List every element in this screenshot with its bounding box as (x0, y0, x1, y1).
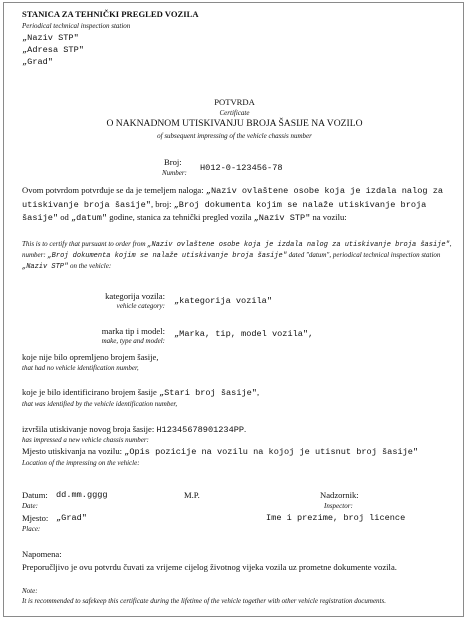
no-id-text: koje nije bilo opremljeno brojem šasije, (22, 352, 159, 362)
note-label-en: Note: (22, 587, 38, 595)
new-chassis-text: izvršila utiskivanje novog broja šasije: H12345678901234PP. (22, 424, 247, 435)
number-label-en: Number: (162, 169, 187, 177)
certificate-page (3, 2, 464, 617)
inspector-name: Ime i prezime, broj licence (266, 513, 406, 523)
category-value: „kategorija vozila" (174, 296, 272, 306)
station-address: „Adresa STP" (22, 45, 84, 55)
place-label-en: Place: (22, 525, 41, 533)
place-label: Mjesto: (22, 513, 49, 523)
place-value: „Grad" (56, 513, 87, 523)
inspector-label-en: Inspector: (324, 502, 353, 510)
new-chassis-text-en: has impressed a new vehicle chassis number: (22, 436, 149, 444)
doc-title-potvrda: POTVRDA (214, 97, 255, 107)
date-label: Datum: (22, 490, 48, 500)
location-text-en: Location of the impressing on the vehicle: (22, 459, 140, 467)
certificate-number: H012-0-123456-78 (200, 163, 283, 173)
make-label: marka tip i model: (101, 326, 165, 336)
category-label-en: vehicle category: (116, 302, 165, 310)
doc-title-certificate: Certificate (219, 109, 250, 117)
station-name: „Naziv STP" (22, 33, 79, 43)
note-text-en: It is recommended to safekeep this certificate during the lifetime of the vehicle together with other vehicle registration documents. (22, 597, 386, 605)
note-label: Napomena: (22, 549, 62, 559)
new-chassis-number: H12345678901234PP (156, 425, 245, 435)
order-issuer: „Naziv ovlaštene osobe koja je izdala nalog za utiskivanje broja šasije" (22, 186, 444, 210)
inspector-label: Nadzornik: (320, 490, 359, 500)
make-value: „Marka, tip, model vozila", (174, 329, 314, 339)
stamp-placeholder: M.P. (184, 490, 200, 500)
old-chassis-number: „Stari broj šasije" (158, 388, 257, 398)
date-value: dd.mm.gggg (56, 490, 108, 500)
category-label: kategorija vozila: (105, 291, 165, 301)
note-text: Preporučljivo je ovu potvrdu čuvati za vrijeme cijelog životnog vijeka vozila uz prometne dokumente vozila. (22, 562, 397, 572)
station-city: „Grad" (22, 57, 53, 67)
doc-main-title: O NAKNADNOM UTISKIVANJU BROJA ŠASIJE NA VOZILO (106, 118, 363, 129)
location-value: „Opis pozicije na vozilu na kojoj je utisnut broj šasije" (124, 447, 419, 457)
station-title: STANICA ZA TEHNIČKI PREGLED VOZILA (22, 9, 199, 19)
station-title-en: Periodical technical inspection station (22, 22, 131, 30)
order-document: „Broj dokumenta kojim se nalaže utiskivanje broja šasije" (22, 199, 427, 223)
statement-text: Ovom potvrdom potvrđuje se da je temeljem naloga: „Naziv ovlaštene osobe koja je izdala nalog za utiskivanje broja šasije", broj: „Broj dokumenta kojim se nalaže utiskivanje broja šasije" od „datum" godine, stanica za tehnički pregled vozila „Naziv STP" na vozilu: (22, 185, 444, 223)
doc-main-title-en: of subsequent impressing of the vehicle chassis number (157, 132, 312, 140)
station-ref: „Naziv STP" (253, 213, 311, 223)
date-label-en: Date: (22, 502, 38, 510)
number-label: Broj: (164, 157, 182, 167)
make-label-en: make, type and model: (101, 337, 165, 345)
order-date: „datum" (71, 213, 108, 223)
had-id-text-en: that was identified by the vehicle identification number, (22, 400, 178, 408)
location-text: Mjesto utiskivanja na vozilu: „Opis pozicije na vozilu na kojoj je utisnut broj šasije" (22, 446, 419, 457)
no-id-text-en: that had no vehicle identification number, (22, 364, 139, 372)
had-id-text: koje je bilo identificirano brojem šasije „Stari broj šasije", (22, 387, 260, 398)
statement-text-en: This is to certify that pursuant to order from „Naziv ovlaštene osobe koja je izdala nalog za utiskivanje broja šasije", number: „Broj dokumenta kojim se nalaže utiskivanje broja šasije" dated "datum", periodical technical inspection station „Naziv STP" on the vehicle: (22, 240, 452, 271)
